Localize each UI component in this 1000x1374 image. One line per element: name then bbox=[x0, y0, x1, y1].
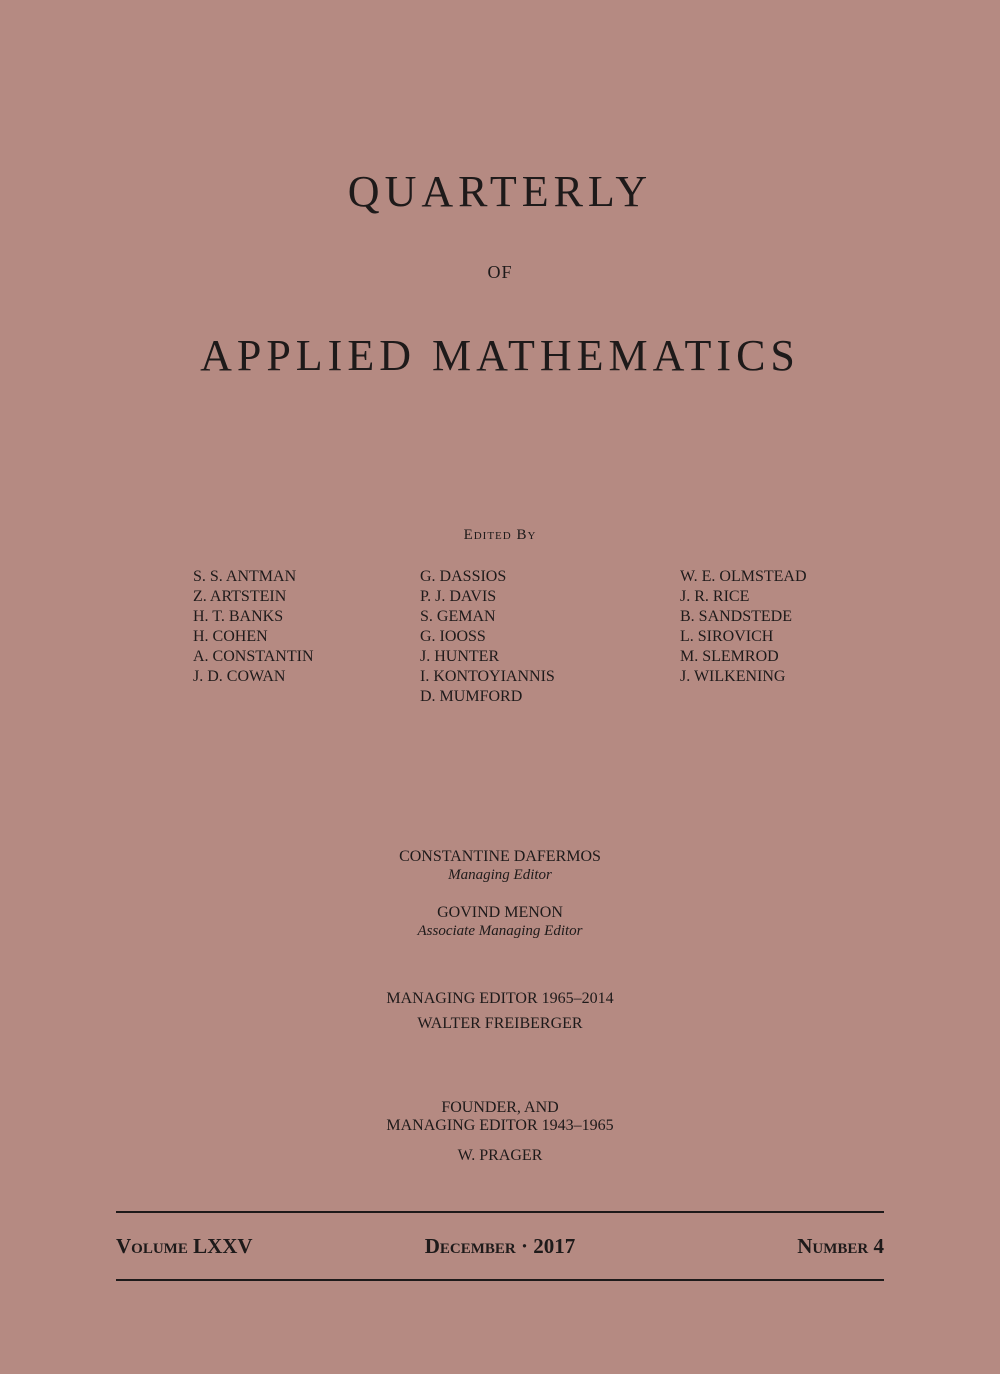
editor-name: D. MUMFORD bbox=[420, 688, 523, 705]
editor-name: J. D. COWAN bbox=[193, 668, 286, 685]
editor-name: H. COHEN bbox=[193, 628, 268, 645]
editor-name: L. SIROVICH bbox=[680, 628, 774, 645]
issue-date: December · 2017 bbox=[424, 1234, 576, 1258]
editor-name: B. SANDSTEDE bbox=[680, 608, 793, 625]
editor-name: I. KONTOYIANNIS bbox=[420, 668, 555, 685]
editor-name: Z. ARTSTEIN bbox=[193, 588, 287, 605]
editor-name: J. HUNTER bbox=[420, 648, 500, 665]
editor-name: M. SLEMROD bbox=[680, 648, 779, 665]
journal-title-of: OF bbox=[487, 262, 513, 282]
edited-by-heading: Edited By bbox=[463, 527, 537, 543]
past-editor-name: WALTER FREIBERGER bbox=[417, 1015, 583, 1032]
editor-name: G. DASSIOS bbox=[420, 568, 507, 585]
journal-title-applied-mathematics: APPLIED MATHEMATICS bbox=[200, 331, 800, 380]
editors-column-2 bbox=[420, 567, 555, 707]
editor-name: S. S. ANTMAN bbox=[193, 568, 297, 585]
associate-editor-name: GOVIND MENON bbox=[437, 904, 563, 921]
editor-name: G. IOOSS bbox=[420, 628, 486, 645]
editor-name: J. WILKENING bbox=[680, 668, 786, 685]
past-editor-title: MANAGING EDITOR 1965–2014 bbox=[386, 990, 614, 1007]
volume-label: Volume LXXV bbox=[116, 1234, 253, 1258]
journal-title-quarterly: QUARTERLY bbox=[347, 167, 653, 216]
editors-column-3 bbox=[680, 567, 807, 687]
issue-number: Number 4 bbox=[797, 1234, 884, 1258]
footer-top-rule bbox=[116, 1211, 884, 1213]
founder-title-line2: MANAGING EDITOR 1943–1965 bbox=[386, 1117, 614, 1134]
editors-column-1 bbox=[193, 567, 314, 687]
managing-editor-role: Managing Editor bbox=[448, 867, 552, 883]
editor-name: J. R. RICE bbox=[680, 588, 750, 605]
editor-name: W. E. OLMSTEAD bbox=[680, 568, 807, 585]
founder-name: W. PRAGER bbox=[457, 1147, 543, 1164]
editor-name: H. T. BANKS bbox=[193, 608, 284, 625]
editor-name: P. J. DAVIS bbox=[420, 588, 497, 605]
associate-editor-role: Associate Managing Editor bbox=[417, 923, 583, 939]
footer-bottom-rule bbox=[116, 1279, 884, 1281]
founder-title-line1: FOUNDER, AND bbox=[441, 1099, 559, 1116]
editor-name: S. GEMAN bbox=[420, 608, 496, 625]
managing-editor-name: CONSTANTINE DAFERMOS bbox=[399, 848, 601, 865]
editor-name: A. CONSTANTIN bbox=[193, 648, 314, 665]
